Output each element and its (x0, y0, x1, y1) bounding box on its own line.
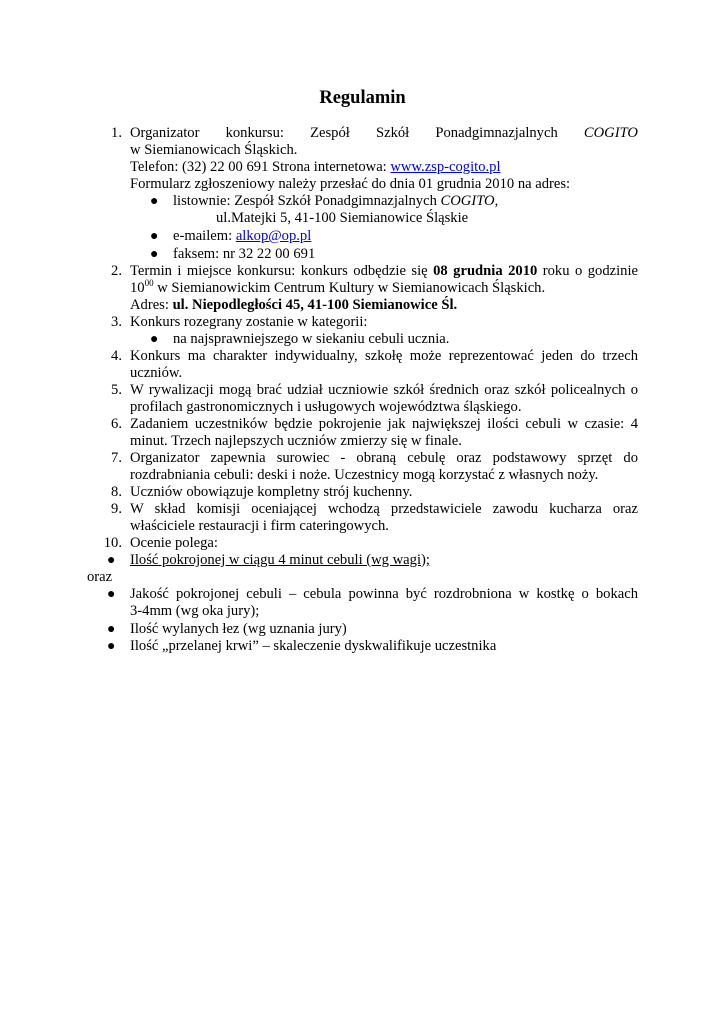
list-number: 10. (103, 535, 122, 551)
criterion-3: Ilość wylanych łez (wg uznania jury) (130, 621, 347, 637)
list-item-line: Termin i miejsce konkursu: konkurs odbędzie się 08 grudnia 2010 roku o godzinie (130, 263, 638, 279)
bullet-icon: ● (150, 229, 159, 244)
list-item-line: w Siemianowicach Śląskich. (130, 142, 298, 158)
list-item-line: właściciele restauracji i firm cateringowych. (130, 518, 389, 534)
list-number: 2. (111, 263, 122, 279)
list-item-text (130, 450, 638, 484)
list-item-line: $10^{00}$ w Siemianowickim Centrum Kultury w Siemianowicach Śląskich. (130, 278, 546, 296)
bullet-icon: ● (150, 194, 159, 209)
bullet-icon: ● (150, 247, 159, 262)
bullet-icon: ● (150, 332, 159, 347)
criterion-1: Ilość pokrojonej w ciągu 4 minut cebuli (wg wagi); (130, 552, 430, 568)
contact-line: Telefon: (32) 22 00 691 Strona internetowa: www.zsp-cogito.pl (130, 159, 501, 175)
page-title: Regulamin (319, 88, 406, 108)
bullet-item-mail: listownie: Zespół Szkół Ponadgimnazjalnych COGITO, (173, 193, 499, 209)
criterion-line: 3-4mm (wg oka jury); (130, 603, 260, 619)
bullet-icon: ● (107, 553, 116, 568)
list-item-line: Zadaniem uczestników będzie pokrojenie jak największej ilości cebuli w czasie: 4 (130, 416, 638, 432)
list-item-line: Formularz zgłoszeniowy należy przesłać do dnia 01 grudnia 2010 na adres: (130, 176, 571, 192)
list-item-text (130, 501, 638, 535)
criterion-2 (130, 586, 638, 620)
list-number: 4. (111, 348, 122, 364)
list-number: 1. (111, 125, 122, 141)
list-item-text (130, 382, 638, 416)
list-item-text (130, 314, 638, 331)
list-item-text (130, 535, 638, 552)
list-number: 8. (111, 484, 122, 500)
list-item-text (130, 125, 638, 193)
list-number: 7. (111, 450, 122, 466)
bullet-icon: ● (107, 639, 116, 654)
list-item-text (130, 484, 638, 501)
bullet-item-email: e-mailem: alkop@op.pl (173, 228, 312, 244)
list-item-line: Uczniów obowiązuje kompletny strój kuchenny. (130, 484, 413, 500)
list-item-text (130, 263, 638, 314)
list-number: 3. (111, 314, 122, 330)
criterion-4: Ilość „przelanej krwi” – skaleczenie dyskwalifikuje uczestnika (130, 638, 497, 654)
list-item-line: Ocenie polega: (130, 535, 218, 551)
list-number: 9. (111, 501, 122, 517)
bullet-item-category: na najsprawniejszego w siekaniu cebuli ucznia. (173, 331, 450, 347)
address-line: Adres: ul. Niepodległości 45, 41-100 Siemianowice Śl. (130, 297, 458, 313)
criterion-line: Jakość pokrojonej cebuli – cebula powinna być rozdrobniona w kostkę o bokach (130, 586, 638, 602)
list-item-line: Organizator konkursu: Zespół Szkół Ponadgimnazjalnych COGITO (130, 125, 638, 141)
list-number: 5. (111, 382, 122, 398)
email-link[interactable]: alkop@op.pl (235, 228, 312, 244)
list-item-text (130, 416, 638, 450)
list-item-line: W skład komisji oceniającej wchodzą przedstawiciele zawodu kucharza oraz (130, 501, 638, 517)
list-item-line: rozdrabniania cebuli: deski i noże. Uczestnicy mogą korzystać z własnych noży. (130, 467, 599, 483)
list-item-text (130, 348, 638, 382)
bullet-item-address: ul.Matejki 5, 41-100 Siemianowice Śląskie (216, 210, 469, 226)
bullet-icon: ● (107, 622, 116, 637)
list-item-line: uczniów. (130, 365, 183, 381)
website-link[interactable]: www.zsp-cogito.pl (390, 159, 501, 175)
conjunction-text: oraz (87, 569, 113, 585)
list-item-line: Konkurs ma charakter indywidualny, szkołę może reprezentować jeden do trzech (130, 348, 638, 364)
list-item-line: minut. Trzech najlepszych uczniów zmierzy się w finale. (130, 433, 462, 449)
bullet-item-fax: faksem: nr 32 22 00 691 (173, 246, 316, 262)
list-item-line: W rywalizacji mogą brać udział uczniowie szkół średnich oraz szkół policealnych o (130, 382, 638, 398)
list-item-line: Organizator zapewnia surowiec - obraną cebulę oraz podstawowy sprzęt do (130, 450, 638, 466)
list-number: 6. (111, 416, 122, 432)
list-item-line: profilach gastronomicznych i usługowych województwa śląskiego. (130, 399, 522, 415)
list-item-line: Konkurs rozegrany zostanie w kategorii: (130, 314, 368, 330)
bullet-icon: ● (107, 587, 116, 602)
